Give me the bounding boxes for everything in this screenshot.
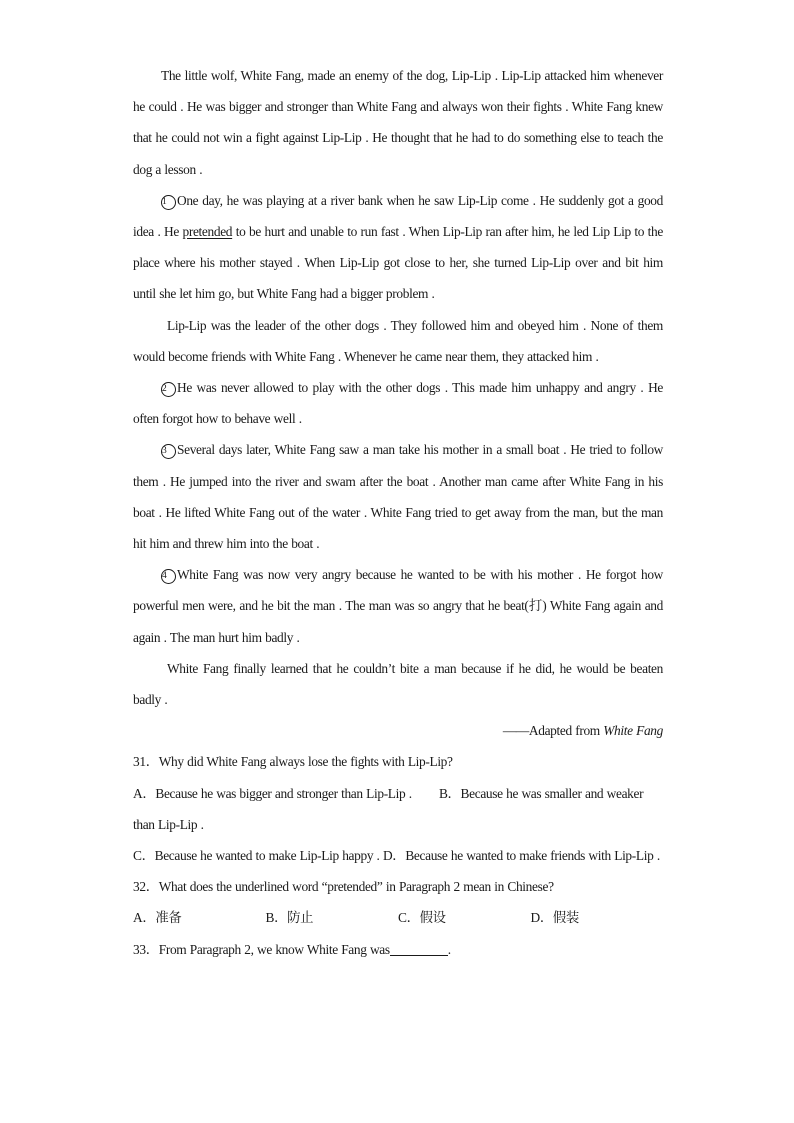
document-page bbox=[133, 60, 663, 965]
answer-blank[interactable] bbox=[390, 941, 448, 956]
question-options bbox=[133, 902, 663, 933]
option-c[interactable]: C．假设 bbox=[398, 910, 446, 926]
question-32 bbox=[133, 871, 663, 933]
option-d[interactable]: D．Because he wanted to make friends with Lip-Lip . bbox=[382, 848, 660, 864]
paragraph-2: 1 One day, he was playing at a river bank when he saw Lip-Lip come . He suddenly got a good idea . He pretended to be hurt and unable to run fast . When Lip-Lip ran after him, he led Lip Lip to the place where his mother stayed . When Lip-Lip got close to her, she turned Lip-Lip over and bit him until she let him go, but White Fang had a bigger problem . bbox=[133, 192, 663, 302]
underlined-word: pretended bbox=[182, 224, 233, 240]
circled-number: 1 bbox=[161, 195, 176, 210]
question-33: 33．From Paragraph 2, we know White Fang was . bbox=[133, 941, 451, 957]
source-title: White Fang bbox=[603, 723, 663, 739]
option-b[interactable]: B．防止 bbox=[265, 910, 314, 926]
paragraph-6: 4 White Fang was now very angry because he wanted to be with his mother . He forgot how powerful men were, and he bit the man . The man was so angry that he beat(打) White Fang again and again . The man hurt him badly . bbox=[133, 567, 663, 645]
paragraph-5: 3 Several days later, White Fang saw a man take his mother in a small boat . He tried to follow them . He jumped into the river and swam after the boat . Another man came after White Fang in his boat . He lifted White Fang out of the water . White Fang tried to get away from the man, but the man hit him and threw him into the boat . bbox=[133, 442, 663, 552]
paragraph-7: White Fang finally learned that he couldn’t bite a man because if he did, he would be beaten badly . bbox=[133, 660, 663, 708]
paragraph-4: 2 He was never allowed to play with the other dogs . This made him unhappy and angry . He often forgot how to behave well . bbox=[133, 380, 663, 427]
option-c[interactable]: C．Because he wanted to make Lip-Lip happy . bbox=[133, 848, 380, 864]
circled-number: 2 bbox=[161, 382, 176, 397]
option-a[interactable]: A．准备 bbox=[133, 910, 182, 926]
option-d[interactable]: D．假装 bbox=[530, 910, 579, 926]
paragraph-1: The little wolf, White Fang, made an enemy of the dog, Lip-Lip . Lip-Lip attacked him whenever he could . He was bigger and stronger than White Fang and always won their fights . White Fang knew that he could not win a fight against Lip-Lip . He thought that he had to do something else to teach the dog a lesson . bbox=[133, 68, 663, 177]
question-31 bbox=[133, 746, 663, 871]
question-options bbox=[133, 778, 663, 840]
question-options bbox=[133, 840, 663, 871]
option-b[interactable]: B．Because he was smaller and weaker than Lip-Lip . bbox=[133, 785, 644, 832]
paragraph-3: Lip-Lip was the leader of the other dogs . They followed him and obeyed him . None of them would become friends with White Fang . Whenever he came near them, they attacked him . bbox=[133, 317, 663, 364]
question-stem: 33．From Paragraph 2, we know White Fang was bbox=[133, 941, 390, 957]
circled-number: 4 bbox=[161, 569, 176, 584]
question-stem: 32．What does the underlined word “pretended” in Paragraph 2 mean in Chinese? bbox=[133, 879, 554, 895]
source-credit: ——Adapted from White Fang bbox=[502, 723, 663, 739]
option-a[interactable]: A．Because he was bigger and stronger than Lip-Lip . bbox=[133, 785, 412, 801]
circled-number: 3 bbox=[161, 444, 176, 459]
question-stem: 31．Why did White Fang always lose the fights with Lip-Lip? bbox=[133, 754, 453, 770]
